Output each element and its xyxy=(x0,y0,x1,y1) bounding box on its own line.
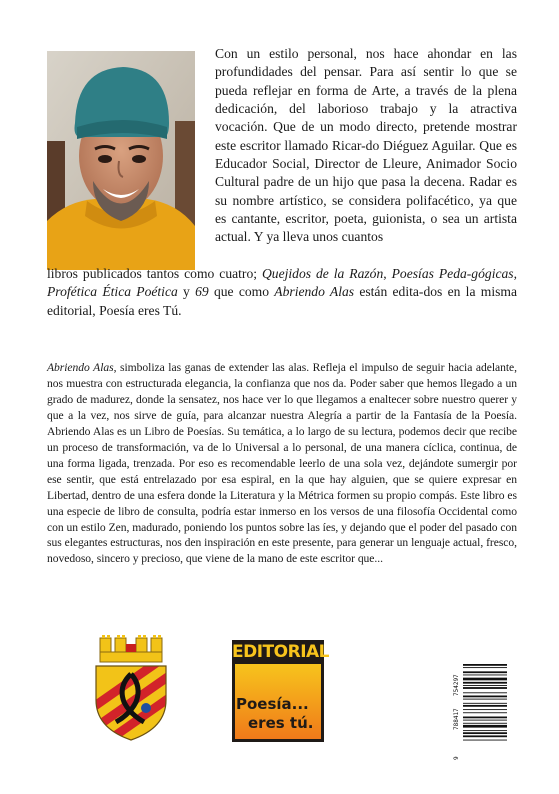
book-title: Profética Ética Poética xyxy=(47,284,178,300)
separator: , xyxy=(383,266,392,281)
barcode-bar xyxy=(463,675,507,676)
synopsis-text: , simboliza las ganas de extender las alas. Refleja el impulso de seguir hacia adelante, nos muestra con estructurada elegancia, la confianza que nos da. Poder saber que hemos llegado a un grado de madurez, donde la sensatez, nos hace ver lo que llegamos a enaltecer sobre nuestro querer y que a la vez, nos sirve de guía, para alcanzar nuestra Alegría a partir de la Fantasía de la Poesía. Abriendo Alas es un Libro de Poesías. Su temática, a lo largo de su lectura, podemos decir que recibe un proceso de transformación, va de lo Universal a lo personal, de una manera cíclica, continua, de una forma ligada, trenzada. Por eso es recomendable leerlo de una sola vez, dejándote sumergir por ese sentir, que está entrelazado por esa espiral, en la que hay alguien, que se quiere expresar en Libertad, dentro de una esfera donde la Literatura y la Métrica formen su propio compás. Este libro es una especie de libro de consulta, podría estar inmerso en los versos de una filosofía Occidental como con un estilo Zen, madurado, poniendo los puntos sobre las íes, y dejando que el poder del pasado con sus elegantes estructuras, nos den inspiración en este presente, para generar un lenguaje actual, fresco, novedoso, sincero y precioso, que viene de la mano de este escritor que... xyxy=(47,361,517,566)
barcode-bar xyxy=(463,678,507,681)
publisher-logo xyxy=(232,640,330,742)
book-title: Poesías Peda-gógicas xyxy=(391,266,514,281)
barcode-bar xyxy=(463,712,507,713)
isbn-barcode xyxy=(451,660,509,768)
barcode-bar xyxy=(463,735,507,737)
bio-text-cont: libros publicados tantos como cuatro; xyxy=(47,266,262,281)
barcode-bar xyxy=(463,696,507,698)
barcode-bar xyxy=(463,717,507,719)
separator: , xyxy=(513,266,518,281)
author-bio-continued xyxy=(47,265,517,320)
logo-editorial-text: EDITORIAL xyxy=(232,642,330,662)
book-title: 69 xyxy=(195,284,209,300)
barcode-digits-2: 754297 xyxy=(453,674,460,696)
barcode-bar xyxy=(463,671,507,673)
barcode-bar xyxy=(463,699,507,700)
book-title: Abriendo Alas xyxy=(274,284,355,300)
separator: y xyxy=(177,284,196,300)
barcode-bar xyxy=(463,730,507,731)
barcode-bar xyxy=(463,723,507,724)
barcode-bar xyxy=(463,732,507,734)
barcode-bar xyxy=(463,667,507,668)
synopsis-title: Abriendo Alas xyxy=(47,361,114,374)
barcode-bar xyxy=(463,682,507,684)
author-bio xyxy=(215,45,517,247)
book-title: Quejidos de la Razón xyxy=(261,266,384,281)
barcode-bar xyxy=(463,687,507,689)
barcode-digit-lead: 9 xyxy=(453,756,460,760)
barcode-bar xyxy=(463,703,507,704)
barcode-bar xyxy=(463,692,507,693)
barcode-bar xyxy=(463,720,507,721)
barcode-bar xyxy=(463,705,507,707)
barcode-bar xyxy=(463,664,507,666)
author-photo xyxy=(47,51,195,270)
logo-eres-tu-text: eres tú. xyxy=(248,714,314,732)
coat-of-arms xyxy=(90,630,172,742)
barcode-bar xyxy=(463,740,507,741)
bio-text: Con un estilo personal, nos hace ahondar en las profundidades del pensar. Para así sentir lo que se pueda reflejar en forma de Arte, a través de la plena dedicación, del laborioso trabajo y la atractiva vocación. Que de un modo directo, pretende mostrar este escritor llamado Ricar-do Diéguez Aguilar. Que es Educador Social, Director de Lleure, Animador Socio Cultural padre de un hijo que pasa la decena. Radar es su nombre artístico, se considera polifacético, ya que es cantante, escritor, poeta, guionista, o sea un artista actual. Y ya lleva unos cuantos xyxy=(215,46,517,245)
bio-text-cont: que como xyxy=(208,284,275,300)
logo-poesia-text: Poesía... xyxy=(236,695,309,713)
bio-text-cont: están edita-dos en la misma editorial, Poesía eres Tú. xyxy=(47,284,517,318)
barcode-bar xyxy=(463,725,507,728)
barcode-digits-1: 788417 xyxy=(453,708,460,730)
barcode-bar xyxy=(463,709,507,710)
book-synopsis xyxy=(47,360,517,567)
barcode-bar xyxy=(463,685,507,686)
